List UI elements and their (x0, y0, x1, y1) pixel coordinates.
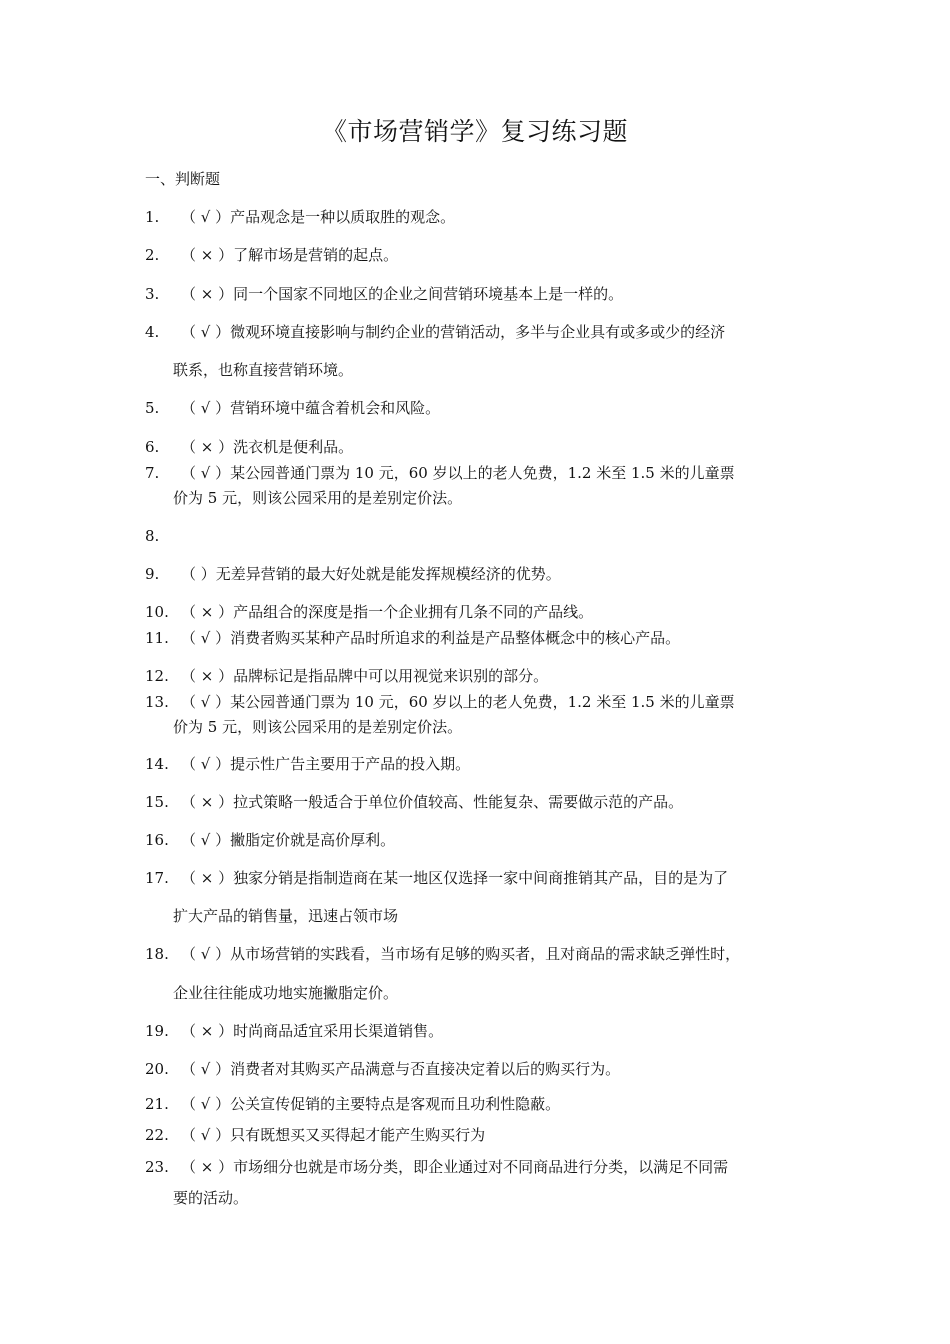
question-number: 16. (145, 831, 169, 849)
question-text: （ × ）时尚商品适宜采用长渠道销售。 (181, 1022, 444, 1040)
question-text: （ ）无差异营销的最大好处就是能发挥规模经济的优势。 (181, 565, 561, 583)
question-text: （ √ ）消费者对其购买产品满意与否直接决定着以后的购买行为。 (181, 1060, 621, 1078)
question-text: （ × ）市场细分也就是市场分类，即企业通过对不同商品进行分类，以满足不同需 (181, 1158, 729, 1176)
question-number: 19. (145, 1022, 169, 1040)
question-text: （ √ ）消费者购买某种产品时所追求的利益是产品整体概念中的核心产品。 (181, 629, 681, 647)
question-text: （ √ ）产品观念是一种以质取胜的观念。 (181, 208, 456, 226)
question-number: 17. (145, 869, 169, 887)
question-number: 15. (145, 793, 169, 811)
question-number: 23. (145, 1158, 169, 1176)
section-heading: 一、判断题 (145, 170, 221, 188)
question-number: 14. (145, 755, 169, 773)
question-continuation: 联系，也称直接营销环境。 (173, 361, 354, 379)
question-text: （ × ）品牌标记是指品牌中可以用视觉来识别的部分。 (181, 667, 549, 685)
question-continuation: 企业往往能成功地实施撇脂定价。 (173, 984, 399, 1002)
question-text: （ √ ）公关宣传促销的主要特点是客观而且功利性隐蔽。 (181, 1095, 561, 1113)
question-text: （ × ）了解市场是营销的起点。 (181, 246, 399, 264)
question-text: （ √ ）微观环境直接影响与制约企业的营销活动，多半与企业具有或多或少的经济 (181, 323, 726, 341)
question-text: （ × ）独家分销是指制造商在某一地区仅选择一家中间商推销其产品，目的是为了 (181, 869, 729, 887)
question-number: 22. (145, 1126, 169, 1144)
document-title: 《市场营销学》复习练习题 (321, 117, 628, 146)
question-text: （ × ）同一个国家不同地区的企业之间营销环境基本上是一样的。 (181, 285, 624, 303)
question-text: （ √ ）从市场营销的实践看，当市场有足够的购买者，且对商品的需求缺乏弹性时， (181, 945, 741, 963)
question-number: 8. (145, 527, 160, 545)
question-number: 13. (145, 693, 169, 711)
question-continuation: 扩大产品的销售量，迅速占领市场 (173, 907, 399, 925)
question-number: 7. (145, 464, 160, 482)
question-text: （ √ ）提示性广告主要用于产品的投入期。 (181, 755, 471, 773)
question-text: （ √ ）某公园普通门票为 10 元，60 岁以上的老人免费，1.2 米至 1.5 米的儿童票 (181, 464, 735, 482)
question-number: 2. (145, 246, 160, 264)
question-number: 6. (145, 438, 160, 456)
question-number: 11. (145, 629, 169, 647)
question-number: 10. (145, 603, 169, 621)
question-number: 9. (145, 565, 160, 583)
question-continuation: 价为 5 元，则该公园采用的是差别定价法。 (173, 718, 463, 736)
question-number: 1. (145, 208, 160, 226)
question-text: （ × ）产品组合的深度是指一个企业拥有几条不同的产品线。 (181, 603, 594, 621)
question-continuation: 要的活动。 (173, 1189, 249, 1207)
question-number: 21. (145, 1095, 169, 1113)
question-number: 20. (145, 1060, 169, 1078)
question-text: （ √ ）只有既想买又买得起才能产生购买行为 (181, 1126, 486, 1144)
question-number: 12. (145, 667, 169, 685)
question-number: 5. (145, 399, 160, 417)
question-number: 3. (145, 285, 160, 303)
question-text: （ √ ）营销环境中蕴含着机会和风险。 (181, 399, 441, 417)
question-text: （ × ）拉式策略一般适合于单位价值较高、性能复杂、需要做示范的产品。 (181, 793, 684, 811)
question-number: 18. (145, 945, 169, 963)
question-text: （ × ）洗衣机是便利品。 (181, 438, 354, 456)
question-text: （ √ ）撇脂定价就是高价厚利。 (181, 831, 396, 849)
question-number: 4. (145, 323, 160, 341)
question-continuation: 价为 5 元，则该公园采用的是差别定价法。 (173, 489, 463, 507)
question-text: （ √ ）某公园普通门票为 10 元，60 岁以上的老人免费，1.2 米至 1.5 米的儿童票 (181, 693, 735, 711)
